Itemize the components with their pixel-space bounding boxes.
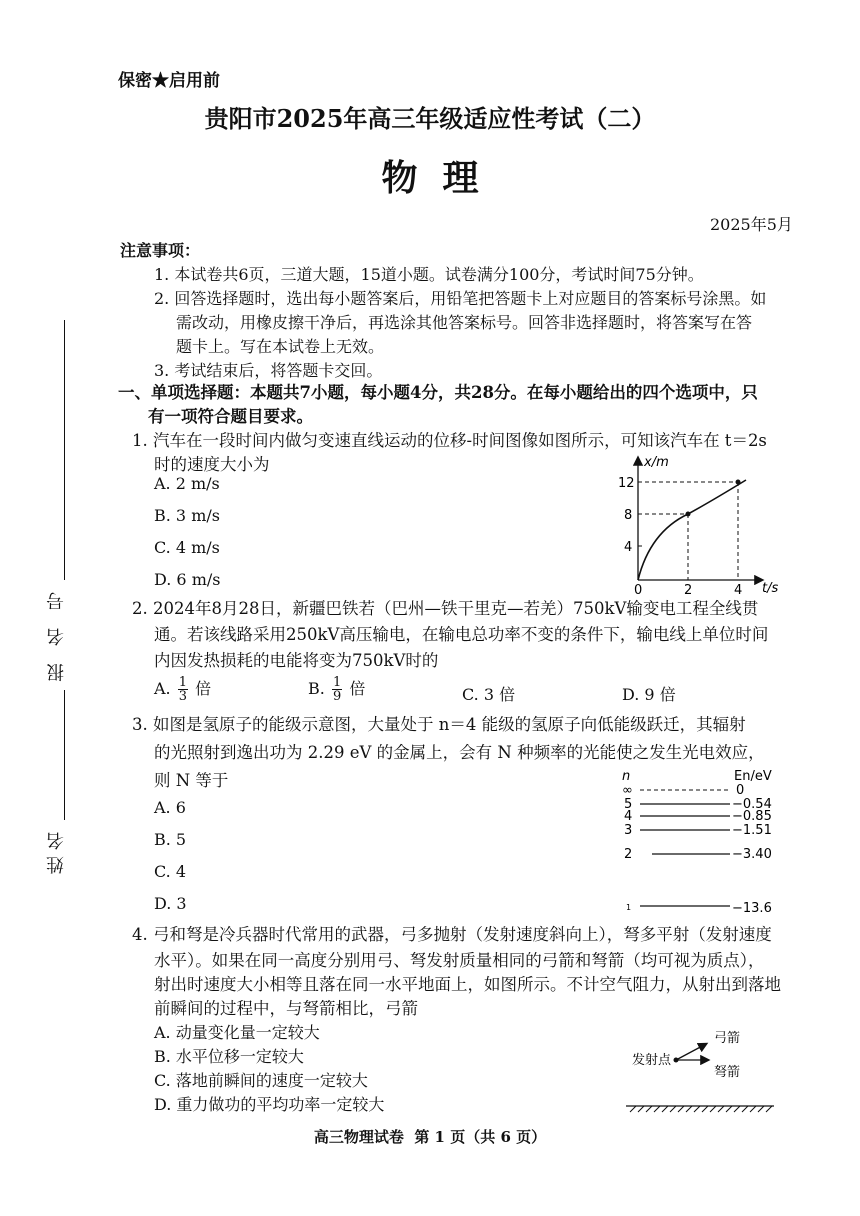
page-footer: 高三物理试卷 第 1 页（共 6 页） [313, 1128, 547, 1146]
q2-stem-cont: 通。若该线路采用250kV高压输电，在输电总功率不变的条件下，输电线上单位时间 [154, 625, 769, 644]
crossbow-label: 弩箭 [714, 1065, 741, 1080]
notice-heading: 注意事项： [120, 241, 201, 260]
notice-item-2-cont2: 题卡上。写在本试卷上无效。 [176, 337, 385, 356]
ytick-12: 12 [618, 476, 635, 491]
y-axis-label: x/m [644, 455, 669, 470]
binding-line-top [64, 320, 65, 580]
q3-stem-cont2: 则 N 等于 [154, 771, 229, 790]
exam-date: 2025年5月 [710, 215, 793, 234]
bow-arrow [676, 1044, 706, 1060]
level-3-n: 3 [624, 823, 633, 838]
n-header: n [622, 769, 631, 784]
launch-point-label: 发射点 [632, 1053, 672, 1068]
ytick-8: 8 [624, 508, 633, 523]
q2-option-b: B. $\frac{1}{9}$ 倍 [308, 675, 366, 704]
level-inf-n: ∞ [622, 783, 633, 798]
q4-option-d: D. 重力做功的平均功率一定较大 [154, 1095, 385, 1114]
notice-item-2-cont: 需改动，用橡皮擦干净后，再选涂其他答案标号。回答非选择题时，将答案写在答 [176, 313, 753, 332]
q3-stem-cont: 的光照射到逸出功为 2.29 eV 的金属上，会有 N 种频率的光能使之发生光电效应， [154, 743, 765, 762]
q2-stem-cont2: 内因发热损耗的电能将变为750kV时的 [154, 651, 439, 670]
level-4-n: 4 [624, 809, 633, 824]
xtick-0: 0 [634, 583, 643, 598]
q1-option-a: A. 2 m/s [154, 474, 220, 493]
exam-title: 贵阳市2025年高三年级适应性考试（二） [204, 104, 656, 133]
section1-heading: 一、单项选择题：本题共7小题，每小题4分，共28分。在每小题给出的四个选项中，只 [118, 383, 758, 402]
q4-option-a: A. 动量变化量一定较大 [154, 1023, 320, 1042]
q2-option-d: D. 9 倍 [622, 685, 676, 704]
q1-option-b: B. 3 m/s [154, 506, 220, 525]
q1-option-d: D. 6 m/s [154, 570, 221, 589]
q3-stem: 3. 如图是氢原子的能级示意图，大量处于 n＝4 能级的氢原子向低能级跃迁，其辐射 [132, 715, 746, 734]
level-5-e: −0.54 [732, 797, 772, 812]
q1-stem: 1. 汽车在一段时间内做匀变速直线运动的位移-时间图像如图所示，可知该汽车在 t＝2s [132, 431, 767, 450]
q3-option-b: B. 5 [154, 830, 187, 849]
q2-option-a: A. $\frac{1}{3}$ 倍 [154, 675, 212, 704]
q4-stem: 4. 弓和弩是冷兵器时代常用的武器，弓多抛射（发射速度斜向上），弩多平射（发射速度 [132, 925, 772, 944]
level-1-n: 1 [626, 903, 632, 912]
level-5-n: 5 [624, 797, 633, 812]
notice-item-2: 2. 回答选择题时，选出每小题答案后，用铅笔把答题卡上对应题目的答案标号涂黑。如 [154, 289, 767, 308]
q1-option-c: C. 4 m/s [154, 538, 220, 557]
notice-item-1: 1. 本试卷共6页，三道大题，15道小题。试卷满分100分，考试时间75分钟。 [154, 265, 704, 284]
level-4-e: −0.85 [732, 809, 772, 824]
xtick-2: 2 [684, 583, 693, 598]
q4-stem-cont: 水平）。如果在同一高度分别用弓、弩发射质量相同的弓箭和弩箭（均可视为质点）， [154, 951, 765, 970]
q4-stem-cont3: 前瞬间的过程中，与弩箭相比，弓箭 [154, 999, 418, 1018]
bow-label: 弓箭 [714, 1031, 741, 1046]
confidential-mark: 保密★启用前 [118, 71, 220, 91]
ground-hatching [630, 1106, 772, 1112]
q3-option-a: A. 6 [154, 798, 186, 817]
section1-heading-cont: 有一项符合题目要求。 [148, 407, 313, 426]
exam-number-label: 报 名 号 [46, 586, 67, 682]
ytick-4: 4 [624, 540, 633, 555]
x-axis-label: t/s [762, 581, 779, 596]
level-inf-e: 0 [736, 783, 745, 798]
q3-option-c: C. 4 [154, 862, 187, 881]
xtick-4: 4 [734, 583, 743, 598]
subject-title: 物 理 [381, 157, 479, 199]
q4-option-c: C. 落地前瞬间的速度一定较大 [154, 1071, 368, 1090]
notice-item-3: 3. 考试结束后，将答题卡交回。 [154, 361, 383, 380]
q3-option-d: D. 3 [154, 894, 187, 913]
level-3-e: −1.51 [732, 823, 772, 838]
level-1-e: −13.6 [732, 901, 772, 916]
q2-stem: 2. 2024年8月28日，新疆巴铁若（巴州—铁干里克—若羌）750kV输变电工程全线贯 [132, 599, 759, 618]
energy-header: En/eV [734, 769, 772, 784]
binding-line-middle [64, 690, 65, 820]
q4-option-b: B. 水平位移一定较大 [154, 1047, 304, 1066]
q1-xt-graph [610, 452, 790, 598]
q4-launch-diagram [622, 1020, 782, 1116]
q2-option-c: C. 3 倍 [462, 685, 516, 704]
xt-curve [638, 480, 746, 580]
level-2-e: −3.40 [732, 847, 772, 862]
level-2-n: 2 [624, 847, 633, 862]
q1-stem-cont: 时的速度大小为 [154, 455, 270, 474]
q3-energy-level-diagram [612, 766, 802, 918]
name-label: 姓名 [46, 826, 67, 874]
q4-stem-cont2: 射出时速度大小相等且落在同一水平地面上，如图所示。不计空气阻力，从射出到落地 [154, 975, 781, 994]
